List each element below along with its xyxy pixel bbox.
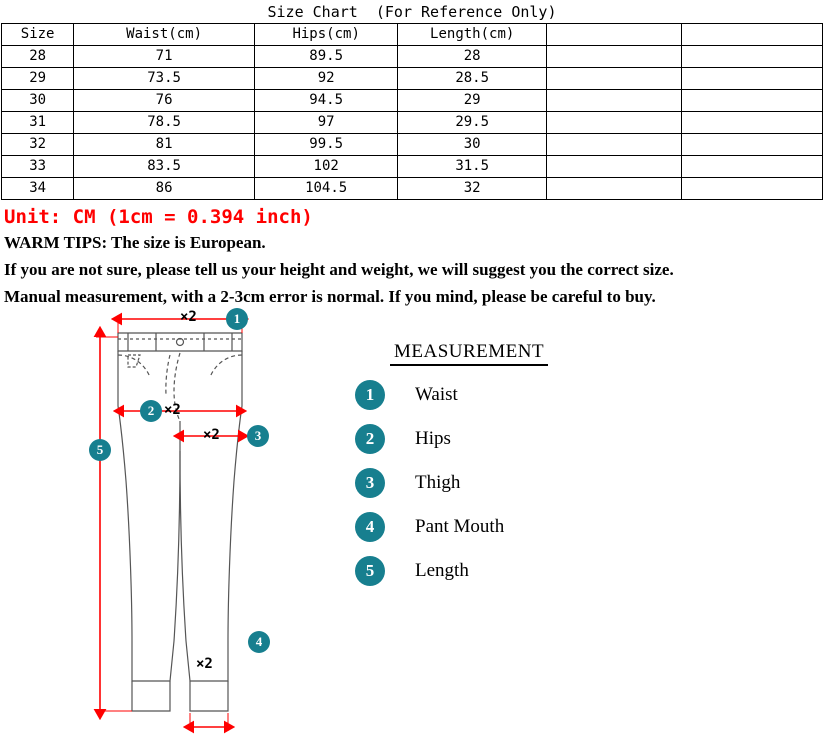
cell-size: 28 — [2, 46, 74, 68]
warm-tip-line-3: Manual measurement, with a 2-3cm error is normal. If you mind, please be careful to buy. — [4, 286, 656, 306]
legend-item-length — [355, 556, 605, 586]
table-row — [2, 134, 823, 156]
cell-blank — [682, 90, 823, 112]
legend-label-waist: Waist — [415, 383, 458, 405]
page-title: Size Chart (For Reference Only) — [267, 3, 557, 21]
cell-size: 33 — [2, 156, 74, 178]
cell-hips: 94.5 — [254, 90, 398, 112]
legend-label-pant-mouth: Pant Mouth — [415, 515, 505, 537]
size-chart-table — [1, 23, 823, 200]
table-row — [2, 156, 823, 178]
cell-blank — [682, 178, 823, 200]
column-header — [546, 24, 681, 46]
badge-1-icon: 1 — [355, 380, 385, 410]
pants-svg — [70, 308, 360, 736]
cell-hips: 97 — [254, 112, 398, 134]
badge-4-icon: 4 — [355, 512, 385, 542]
cell-waist: 86 — [74, 178, 255, 200]
legend-item-pant-mouth — [355, 512, 605, 542]
unit-note: Unit: CM (1cm = 0.394 inch) — [4, 206, 313, 228]
legend-title: MEASUREMENT — [390, 341, 548, 366]
badge-5-icon: 5 — [355, 556, 385, 586]
cell-length: 28 — [398, 46, 547, 68]
cell-blank — [682, 134, 823, 156]
cell-waist: 81 — [74, 134, 255, 156]
legend-label-thigh: Thigh — [415, 471, 461, 493]
diagram-x2-waist: ×2 — [180, 308, 197, 325]
cell-size: 31 — [2, 112, 74, 134]
warm-tip-line-2: If you are not sure, please tell us your height and weight, we will suggest you the correct size. — [4, 259, 674, 279]
cell-blank — [682, 156, 823, 178]
cell-length: 32 — [398, 178, 547, 200]
column-header — [682, 24, 823, 46]
cell-hips: 102 — [254, 156, 398, 178]
diagram-marker-3: 3 — [247, 425, 269, 447]
cell-blank — [546, 178, 681, 200]
legend-label-length: Length — [415, 559, 469, 581]
cell-blank — [682, 68, 823, 90]
cell-hips: 92 — [254, 68, 398, 90]
cell-length: 30 — [398, 134, 547, 156]
cell-blank — [546, 68, 681, 90]
pants-illustration — [70, 308, 360, 736]
diagram-x2-mouth: ×2 — [196, 655, 213, 672]
badge-3-icon: 3 — [355, 468, 385, 498]
table-row — [2, 112, 823, 134]
cell-waist: 76 — [74, 90, 255, 112]
cell-blank — [682, 112, 823, 134]
table-header-row — [2, 24, 823, 46]
cell-blank — [682, 46, 823, 68]
cell-size: 29 — [2, 68, 74, 90]
cell-size: 32 — [2, 134, 74, 156]
cell-waist: 71 — [74, 46, 255, 68]
diagram-x2-thigh: ×2 — [203, 426, 220, 443]
measurement-legend — [355, 341, 605, 586]
cell-size: 30 — [2, 90, 74, 112]
measurement-diagram — [0, 308, 824, 736]
column-header: Waist(cm) — [74, 24, 255, 46]
cell-blank — [546, 112, 681, 134]
legend-item-thigh — [355, 468, 605, 498]
table-row — [2, 46, 823, 68]
warm-tip-line-1: WARM TIPS: The size is European. — [4, 233, 266, 252]
badge-2-icon: 2 — [355, 424, 385, 454]
cell-blank — [546, 134, 681, 156]
diagram-marker-5: 5 — [89, 439, 111, 461]
cell-blank — [546, 46, 681, 68]
cell-length: 31.5 — [398, 156, 547, 178]
cell-hips: 99.5 — [254, 134, 398, 156]
cell-waist: 83.5 — [74, 156, 255, 178]
column-header: Length(cm) — [398, 24, 547, 46]
table-row — [2, 90, 823, 112]
cell-length: 29 — [398, 90, 547, 112]
cell-waist: 73.5 — [74, 68, 255, 90]
table-row — [2, 68, 823, 90]
legend-item-hips — [355, 424, 605, 454]
legend-item-waist — [355, 380, 605, 410]
cell-waist: 78.5 — [74, 112, 255, 134]
cell-blank — [546, 90, 681, 112]
cell-length: 29.5 — [398, 112, 547, 134]
legend-label-hips: Hips — [415, 427, 451, 449]
diagram-marker-2: 2 — [140, 400, 162, 422]
cell-size: 34 — [2, 178, 74, 200]
cell-hips: 89.5 — [254, 46, 398, 68]
column-header: Size — [2, 24, 74, 46]
diagram-marker-4: 4 — [248, 631, 270, 653]
diagram-marker-1: 1 — [226, 308, 248, 330]
table-row — [2, 178, 823, 200]
cell-blank — [546, 156, 681, 178]
column-header: Hips(cm) — [254, 24, 398, 46]
cell-length: 28.5 — [398, 68, 547, 90]
diagram-x2-hips: ×2 — [164, 401, 181, 418]
cell-hips: 104.5 — [254, 178, 398, 200]
